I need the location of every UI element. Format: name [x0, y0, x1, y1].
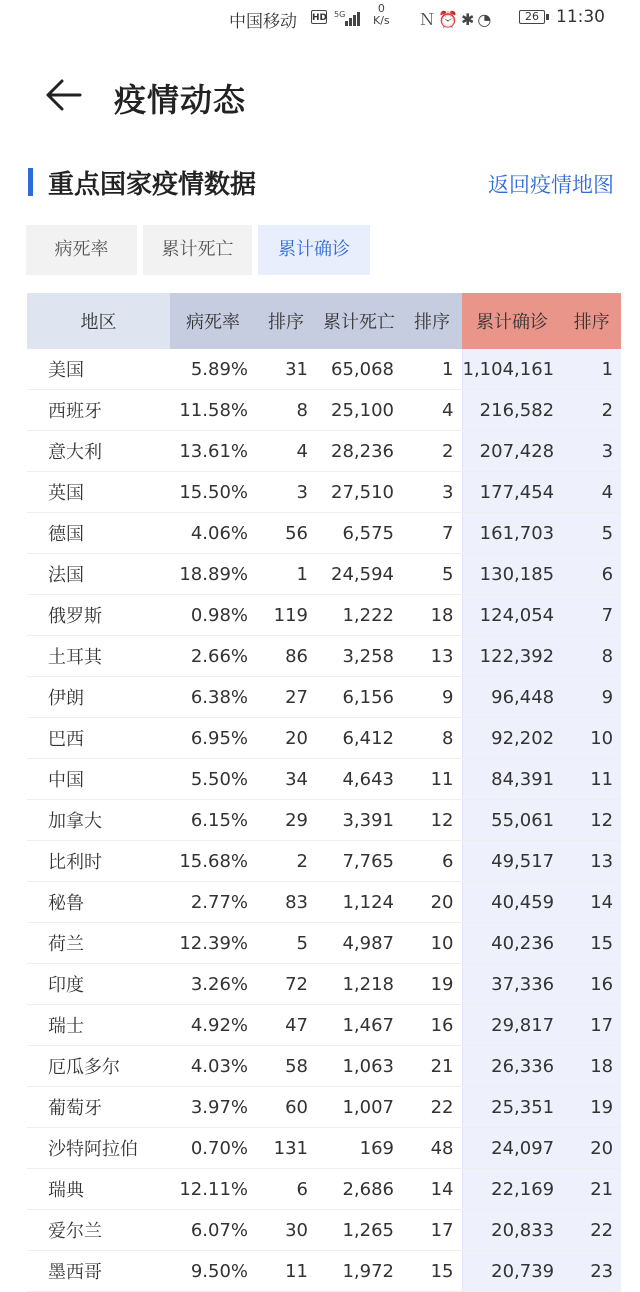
- cell-total-deaths: 1,265: [316, 1210, 402, 1251]
- cell-rate-rank: 27: [256, 677, 316, 718]
- table-row[interactable]: [27, 390, 621, 431]
- cell-total-deaths: 1,218: [316, 964, 402, 1005]
- cell-rate-rank: 11: [256, 1251, 316, 1292]
- cell-death-rank: 16: [402, 1005, 462, 1046]
- cell-region: 墨西哥: [27, 1251, 170, 1292]
- cell-rate-rank: 58: [256, 1046, 316, 1087]
- cell-rate-rank: 31: [256, 349, 316, 390]
- cell-rate-rank: 72: [256, 964, 316, 1005]
- cell-region: 土耳其: [27, 636, 170, 677]
- cell-total-confirmed: 20,739: [462, 1251, 562, 1292]
- cell-fatality-rate: 0.70%: [170, 1128, 256, 1169]
- cell-total-deaths: 25,100: [316, 390, 402, 431]
- signal-5g-label: 5G: [334, 10, 346, 19]
- cell-death-rank: 4: [402, 390, 462, 431]
- cell-region: 伊朗: [27, 677, 170, 718]
- cell-total-deaths: 1,007: [316, 1087, 402, 1128]
- table-row[interactable]: [27, 677, 621, 718]
- page-title: 疫情动态: [114, 81, 247, 119]
- cell-confirmed-rank: 21: [562, 1169, 621, 1210]
- network-speed-value: 0: [377, 2, 385, 15]
- table-row[interactable]: [27, 472, 621, 513]
- cell-total-confirmed: 130,185: [462, 554, 562, 595]
- cell-rate-rank: 4: [256, 431, 316, 472]
- cell-total-confirmed: 24,097: [462, 1128, 562, 1169]
- cell-total-deaths: 6,575: [316, 513, 402, 554]
- network-speed-unit: K/s: [373, 14, 390, 27]
- cell-confirmed-rank: 10: [562, 718, 621, 759]
- cell-confirmed-rank: 11: [562, 759, 621, 800]
- cell-fatality-rate: 3.26%: [170, 964, 256, 1005]
- signal-icon: [334, 9, 364, 32]
- column-header-region[interactable]: 地区: [27, 293, 170, 349]
- cell-region: 英国: [27, 472, 170, 513]
- cell-confirmed-rank: 1: [562, 349, 621, 390]
- cell-confirmed-rank: 15: [562, 923, 621, 964]
- cell-region: 巴西: [27, 718, 170, 759]
- cell-confirmed-rank: 17: [562, 1005, 621, 1046]
- cell-region: 法国: [27, 554, 170, 595]
- cell-fatality-rate: 6.95%: [170, 718, 256, 759]
- cell-region: 比利时: [27, 841, 170, 882]
- cell-death-rank: 20: [402, 882, 462, 923]
- cell-total-confirmed: 29,817: [462, 1005, 562, 1046]
- cell-death-rank: 2: [402, 431, 462, 472]
- cell-fatality-rate: 5.89%: [170, 349, 256, 390]
- cell-total-confirmed: 161,703: [462, 513, 562, 554]
- cell-fatality-rate: 6.07%: [170, 1210, 256, 1251]
- cell-fatality-rate: 0.98%: [170, 595, 256, 636]
- cell-fatality-rate: 6.15%: [170, 800, 256, 841]
- cell-region: 瑞典: [27, 1169, 170, 1210]
- cell-total-deaths: 1,467: [316, 1005, 402, 1046]
- cell-fatality-rate: 18.89%: [170, 554, 256, 595]
- cell-fatality-rate: 15.68%: [170, 841, 256, 882]
- table-row[interactable]: [27, 1046, 621, 1087]
- nfc-icon: Ｎ: [419, 10, 439, 29]
- cell-total-confirmed: 40,459: [462, 882, 562, 923]
- cell-region: 爱尔兰: [27, 1210, 170, 1251]
- cell-fatality-rate: 2.77%: [170, 882, 256, 923]
- table-row[interactable]: [27, 554, 621, 595]
- bluetooth-icon: ✱: [460, 10, 478, 29]
- cell-total-deaths: 7,765: [316, 841, 402, 882]
- cell-death-rank: 19: [402, 964, 462, 1005]
- cell-total-deaths: 4,643: [316, 759, 402, 800]
- table-row[interactable]: [27, 431, 621, 472]
- cell-rate-rank: 83: [256, 882, 316, 923]
- alarm-icon: ⏰: [438, 10, 461, 29]
- cell-total-confirmed: 207,428: [462, 431, 562, 472]
- cell-total-confirmed: 20,833: [462, 1210, 562, 1251]
- column-header-death-rank[interactable]: 排序: [402, 293, 462, 349]
- cell-region: 厄瓜多尔: [27, 1046, 170, 1087]
- cell-death-rank: 14: [402, 1169, 462, 1210]
- cell-total-confirmed: 84,391: [462, 759, 562, 800]
- cell-fatality-rate: 4.92%: [170, 1005, 256, 1046]
- cell-death-rank: 6: [402, 841, 462, 882]
- cell-confirmed-rank: 9: [562, 677, 621, 718]
- cell-rate-rank: 60: [256, 1087, 316, 1128]
- cell-death-rank: 8: [402, 718, 462, 759]
- cell-confirmed-rank: 5: [562, 513, 621, 554]
- cell-fatality-rate: 11.58%: [170, 390, 256, 431]
- table-row[interactable]: [27, 1251, 621, 1292]
- cell-rate-rank: 29: [256, 800, 316, 841]
- cell-confirmed-rank: 20: [562, 1128, 621, 1169]
- cell-total-confirmed: 92,202: [462, 718, 562, 759]
- cell-death-rank: 3: [402, 472, 462, 513]
- table-row[interactable]: [27, 800, 621, 841]
- cell-death-rank: 11: [402, 759, 462, 800]
- cell-region: 德国: [27, 513, 170, 554]
- tab-total-confirmed[interactable]: 累计确诊: [258, 225, 370, 275]
- cell-region: 荷兰: [27, 923, 170, 964]
- cell-region: 西班牙: [27, 390, 170, 431]
- cell-confirmed-rank: 4: [562, 472, 621, 513]
- cell-total-deaths: 6,156: [316, 677, 402, 718]
- cell-death-rank: 12: [402, 800, 462, 841]
- network-speed: [373, 3, 390, 27]
- cell-confirmed-rank: 19: [562, 1087, 621, 1128]
- cell-total-confirmed: 1,104,161: [462, 349, 562, 390]
- table-header-row: [27, 293, 621, 349]
- cell-total-deaths: 27,510: [316, 472, 402, 513]
- table-row[interactable]: [27, 595, 621, 636]
- cell-total-confirmed: 37,336: [462, 964, 562, 1005]
- table-row[interactable]: [27, 923, 621, 964]
- back-arrow-icon[interactable]: [44, 78, 84, 112]
- column-header-fatality-rate[interactable]: 病死率: [170, 293, 256, 349]
- table-row[interactable]: [27, 1210, 621, 1251]
- cell-region: 秘鲁: [27, 882, 170, 923]
- table-body: [27, 349, 621, 1292]
- cell-region: 意大利: [27, 431, 170, 472]
- cell-death-rank: 1: [402, 349, 462, 390]
- cell-total-confirmed: 25,351: [462, 1087, 562, 1128]
- cell-confirmed-rank: 13: [562, 841, 621, 882]
- table-row[interactable]: [27, 513, 621, 554]
- cell-total-deaths: 1,972: [316, 1251, 402, 1292]
- cell-rate-rank: 5: [256, 923, 316, 964]
- cell-total-confirmed: 55,061: [462, 800, 562, 841]
- table-row[interactable]: [27, 964, 621, 1005]
- tab-total-deaths[interactable]: 累计死亡: [143, 225, 252, 275]
- table-row[interactable]: [27, 349, 621, 390]
- column-header-total-confirmed[interactable]: 累计确诊: [462, 293, 562, 349]
- cell-total-confirmed: 22,169: [462, 1169, 562, 1210]
- cell-confirmed-rank: 2: [562, 390, 621, 431]
- country-data-table: [27, 293, 621, 1292]
- cell-confirmed-rank: 16: [562, 964, 621, 1005]
- cell-death-rank: 10: [402, 923, 462, 964]
- cell-rate-rank: 119: [256, 595, 316, 636]
- cell-total-deaths: 3,391: [316, 800, 402, 841]
- table-row[interactable]: [27, 636, 621, 677]
- cell-rate-rank: 47: [256, 1005, 316, 1046]
- cell-total-confirmed: 40,236: [462, 923, 562, 964]
- cell-death-rank: 18: [402, 595, 462, 636]
- cell-rate-rank: 20: [256, 718, 316, 759]
- cell-fatality-rate: 2.66%: [170, 636, 256, 677]
- cell-confirmed-rank: 23: [562, 1251, 621, 1292]
- cell-fatality-rate: 12.39%: [170, 923, 256, 964]
- cell-region: 加拿大: [27, 800, 170, 841]
- cell-total-deaths: 169: [316, 1128, 402, 1169]
- cell-total-confirmed: 124,054: [462, 595, 562, 636]
- cell-total-deaths: 28,236: [316, 431, 402, 472]
- hd-icon: HD: [311, 10, 327, 24]
- cell-total-deaths: 24,594: [316, 554, 402, 595]
- clock: 11:30: [556, 7, 605, 27]
- cell-region: 中国: [27, 759, 170, 800]
- cell-total-deaths: 6,412: [316, 718, 402, 759]
- cell-total-deaths: 1,063: [316, 1046, 402, 1087]
- cell-total-confirmed: 96,448: [462, 677, 562, 718]
- cell-fatality-rate: 15.50%: [170, 472, 256, 513]
- cell-death-rank: 9: [402, 677, 462, 718]
- cell-confirmed-rank: 22: [562, 1210, 621, 1251]
- cell-rate-rank: 30: [256, 1210, 316, 1251]
- cell-total-deaths: 4,987: [316, 923, 402, 964]
- cell-confirmed-rank: 18: [562, 1046, 621, 1087]
- cell-region: 美国: [27, 349, 170, 390]
- cell-confirmed-rank: 3: [562, 431, 621, 472]
- cell-rate-rank: 1: [256, 554, 316, 595]
- cell-rate-rank: 131: [256, 1128, 316, 1169]
- tab-fatality-rate[interactable]: 病死率: [26, 225, 137, 275]
- table-row[interactable]: [27, 718, 621, 759]
- section-title: 重点国家疫情数据: [48, 170, 257, 200]
- cell-confirmed-rank: 14: [562, 882, 621, 923]
- column-header-confirmed-rank[interactable]: 排序: [562, 293, 621, 349]
- cell-region: 印度: [27, 964, 170, 1005]
- cell-rate-rank: 86: [256, 636, 316, 677]
- cell-confirmed-rank: 7: [562, 595, 621, 636]
- column-header-total-deaths[interactable]: 累计死亡: [316, 293, 402, 349]
- column-header-rate-rank[interactable]: 排序: [256, 293, 316, 349]
- cell-rate-rank: 56: [256, 513, 316, 554]
- cell-fatality-rate: 4.03%: [170, 1046, 256, 1087]
- cell-death-rank: 5: [402, 554, 462, 595]
- cell-total-confirmed: 122,392: [462, 636, 562, 677]
- speedometer-icon: ◔: [477, 10, 495, 29]
- status-bar: [0, 0, 640, 36]
- cell-fatality-rate: 6.38%: [170, 677, 256, 718]
- cell-rate-rank: 3: [256, 472, 316, 513]
- cell-death-rank: 15: [402, 1251, 462, 1292]
- cell-total-deaths: 1,124: [316, 882, 402, 923]
- cell-total-deaths: 2,686: [316, 1169, 402, 1210]
- cell-fatality-rate: 3.97%: [170, 1087, 256, 1128]
- cell-rate-rank: 2: [256, 841, 316, 882]
- cell-death-rank: 7: [402, 513, 462, 554]
- cell-total-confirmed: 216,582: [462, 390, 562, 431]
- table-row[interactable]: [27, 1169, 621, 1210]
- cell-confirmed-rank: 6: [562, 554, 621, 595]
- table-row[interactable]: [27, 841, 621, 882]
- table-row[interactable]: [27, 1128, 621, 1169]
- cell-death-rank: 22: [402, 1087, 462, 1128]
- cell-region: 葡萄牙: [27, 1087, 170, 1128]
- cell-confirmed-rank: 8: [562, 636, 621, 677]
- cell-fatality-rate: 12.11%: [170, 1169, 256, 1210]
- carrier-label: 中国移动: [229, 12, 297, 32]
- cell-total-confirmed: 49,517: [462, 841, 562, 882]
- cell-total-deaths: 1,222: [316, 595, 402, 636]
- cell-total-deaths: 65,068: [316, 349, 402, 390]
- cell-death-rank: 13: [402, 636, 462, 677]
- cell-fatality-rate: 5.50%: [170, 759, 256, 800]
- cell-fatality-rate: 9.50%: [170, 1251, 256, 1292]
- cell-region: 瑞士: [27, 1005, 170, 1046]
- cell-confirmed-rank: 12: [562, 800, 621, 841]
- cell-fatality-rate: 13.61%: [170, 431, 256, 472]
- battery-icon: 26: [519, 10, 545, 24]
- system-icons: [419, 7, 494, 30]
- cell-region: 俄罗斯: [27, 595, 170, 636]
- cell-fatality-rate: 4.06%: [170, 513, 256, 554]
- cell-total-deaths: 3,258: [316, 636, 402, 677]
- cell-total-confirmed: 26,336: [462, 1046, 562, 1087]
- cell-total-confirmed: 177,454: [462, 472, 562, 513]
- cell-death-rank: 21: [402, 1046, 462, 1087]
- cell-region: 沙特阿拉伯: [27, 1128, 170, 1169]
- section-accent-bar: [28, 168, 33, 196]
- table-row[interactable]: [27, 882, 621, 923]
- cell-rate-rank: 34: [256, 759, 316, 800]
- table-row[interactable]: [27, 1005, 621, 1046]
- cell-death-rank: 17: [402, 1210, 462, 1251]
- cell-death-rank: 48: [402, 1128, 462, 1169]
- back-to-map-link[interactable]: 返回疫情地图: [488, 173, 614, 197]
- cell-rate-rank: 6: [256, 1169, 316, 1210]
- cell-rate-rank: 8: [256, 390, 316, 431]
- table-row[interactable]: [27, 759, 621, 800]
- table-row[interactable]: [27, 1087, 621, 1128]
